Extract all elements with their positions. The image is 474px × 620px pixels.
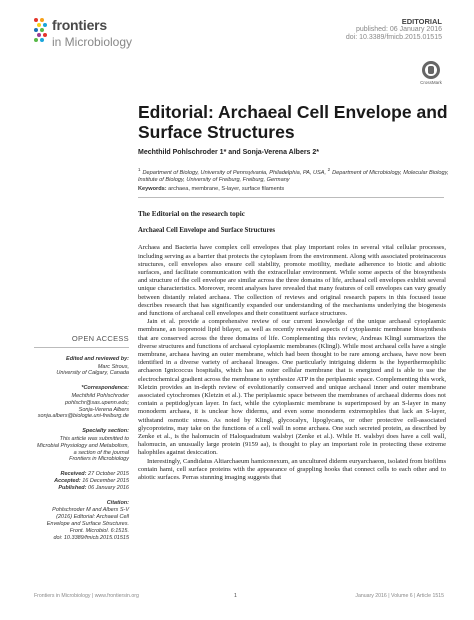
specialty-line: Frontiers in Microbiology bbox=[69, 456, 129, 463]
specialty-line: a section of the journal bbox=[73, 449, 129, 456]
correspondence-email[interactable]: pohlschr@sas.upenn.edu; bbox=[65, 399, 129, 406]
keywords-value: archaea, membrane, S-layer, surface filaments bbox=[168, 186, 285, 192]
body-paragraph: Jain et al. provide a comprehensive review of our current knowledge of the unique archaeal cytoplasmic membrane, an isoprenoid lipid bilayer, as well as recently revealed aspects of cytoplasmic membrane biosynthesis that are conserved across the three domains of life. Complementing this review, Andreas Klingl summarizes the diverse structures and functions of archaeal cytoplasmic membranes (Klingl). While most archaeal cells have a single membrane, archaea having an outer membrane, which had been thought to be rare among archaea, have now been identified in a diverse variety of archaeal lineages. One particularly intriguing diderm is the hyperthermophilic archaeon Ignicoccus hospitalis, which has an outer cellular membrane that is energized and is able to use the electrochemical gradient across the membrane to synthesize ATP in the periplasmic space. Complementing this work, Kletzin provides an in-depth review of evolutionarily conserved and unique archaeal inner and outer membrane associated cytochromes (Kletzin et al.). The periplasmic space between the membranes of archaeal diderms does not contain a peptidoglycan layer. In fact, while the cytoplasmic membrane is superimposed by an S-layer in many monoderm archaea, it is unclear how diderms, and even some monoderm extremophiles that lack an S-layer, withstand osmotic stress. As noted by Klingl, glycocalyx, lipoglycans, or other protective cell-associated glycoproteins, may take on the functions of a cell wall in some archaea. One such secreted protein, as described by Zenke et al., is the halomucin of Haloquadratum walsbyi (Zenke et al.). While H. walsbyi does have a cell wall, halomucin, an unusually large protein (9159 aa), is thought to play an important role in protecting these extreme halophiles against desiccation. bbox=[138, 318, 446, 457]
correspondence-line: Mechthild Pohlschroder bbox=[71, 392, 129, 399]
date-label: Published: bbox=[58, 484, 87, 491]
crossmark-label: CrossMark bbox=[420, 80, 442, 85]
specialty-line: This article was submitted to bbox=[59, 435, 129, 442]
correspondence-email[interactable]: sonja.albers@biologie.uni-freiburg.de bbox=[37, 413, 129, 420]
article-authors[interactable]: Mechthild Pohlschroder 1* and Sonja-Verena Albers 2* bbox=[138, 149, 320, 156]
citation-line: Pohlschroder M and Albers S-V bbox=[52, 507, 129, 514]
divider bbox=[138, 197, 444, 198]
article-sidebar bbox=[34, 336, 129, 549]
journal-section: in Microbiology bbox=[52, 35, 133, 49]
frontiers-dots-icon bbox=[34, 18, 49, 46]
date-label: Received: bbox=[60, 471, 87, 478]
date-value: 27 October 2015 bbox=[88, 471, 129, 478]
keywords-label: Keywords: bbox=[138, 186, 167, 192]
specialty-block bbox=[34, 428, 129, 463]
article-meta bbox=[346, 18, 442, 42]
date-row bbox=[34, 471, 129, 478]
article-kind: EDITORIAL bbox=[401, 17, 442, 26]
journal-logo[interactable] bbox=[34, 16, 154, 52]
citation-doi[interactable]: doi: 10.3389/fmicb.2015.01515 bbox=[53, 534, 129, 541]
citation-line: Front. Microbiol. 6:1515. bbox=[69, 527, 129, 534]
research-topic-link[interactable]: Archaeal Cell Envelope and Surface Structures bbox=[138, 227, 275, 235]
date-row bbox=[34, 485, 129, 492]
published-date: published: 06 January 2016 bbox=[355, 26, 442, 33]
edited-by-line: University of Calgary, Canada bbox=[56, 370, 129, 377]
correspondence-heading: *Correspondence: bbox=[81, 385, 129, 392]
citation-line: Envelope and Surface Structures. bbox=[46, 520, 129, 527]
doi-link[interactable]: doi: 10.3389/fmicb.2015.01515 bbox=[345, 34, 442, 41]
article-body bbox=[138, 210, 446, 482]
correspondence-block bbox=[34, 385, 129, 420]
affiliation-number: 1 bbox=[138, 167, 141, 172]
journal-name: frontiers bbox=[52, 17, 107, 33]
page-number: 1 bbox=[234, 593, 237, 599]
edited-by-block bbox=[34, 356, 129, 377]
author-affiliations bbox=[138, 166, 453, 184]
affiliation-number: 2 bbox=[327, 167, 331, 172]
citation-heading: Citation: bbox=[106, 499, 129, 506]
dates-block bbox=[34, 471, 129, 491]
footer-journal[interactable]: Frontiers in Microbiology | www.frontiersin.org bbox=[34, 593, 139, 599]
crossmark-badge[interactable] bbox=[418, 61, 444, 91]
section-title: The Editorial on the research topic bbox=[138, 210, 245, 218]
citation-block bbox=[34, 500, 129, 542]
affiliation-text: Department of Microbiology, Molecular Biology, Institute of Biology, University of Freiburg, Freiburg, Germany bbox=[138, 169, 449, 183]
date-value: 06 January 2016 bbox=[88, 484, 129, 491]
date-value: 16 December 2015 bbox=[82, 477, 129, 484]
specialty-line: Microbial Physiology and Metabolism, bbox=[36, 442, 129, 449]
date-row bbox=[34, 478, 129, 485]
crossmark-icon bbox=[422, 61, 440, 79]
date-label: Accepted: bbox=[54, 477, 81, 484]
specialty-heading: Specialty section: bbox=[82, 428, 129, 435]
footer-issue: January 2016 | Volume 6 | Article 1515 bbox=[355, 593, 444, 599]
body-paragraph: Interestingly, Candidatus Altiarchaeum hamiconexum, an uncultured diderm euryarchaeon, isolated from biofilms contain hami, cell surface proteins with the appearance of grappling hooks that connect cells to each other and to abiotic surfaces. Perras stunning imaging suggests that bbox=[138, 457, 446, 482]
citation-line: (2016) Editorial: Archaeal Cell bbox=[56, 514, 129, 521]
article-title: Editorial: Archaeal Cell Envelope and Surface Structures bbox=[138, 102, 448, 142]
edited-by-heading: Edited and reviewed by: bbox=[66, 355, 129, 362]
open-access-label: OPEN ACCESS bbox=[34, 336, 129, 348]
edited-by-line[interactable]: Marc Strous, bbox=[97, 363, 129, 370]
body-paragraph: Archaea and Bacteria have complex cell envelopes that play important roles in several vital cellular processes, including serving as a barrier that protects the cytoplasm from the environment. Along with associated proteinaceous structures, cell envelopes also ensure cell stability, promote motility, mediate adherence to biotic and abiotic surfaces, and facilitate communication with the extracellular environment. While some aspects of the biosynthesis and structure of the cell envelope are similar across the three domains of life, archaeal cell envelopes exhibit several unique characteristics. Moreover, recent analyses have revealed that many features of cell envelopes can vary greatly between distantly related archaea. The collection of reviews and original research papers in this focused issue describes research that has significantly expanded our understanding of the mechanisms underlying the biogenesis and functions of archaeal cell envelopes and their constituent surface structures. bbox=[138, 244, 446, 318]
keywords bbox=[138, 186, 284, 192]
correspondence-line: Sonja-Verena Albers bbox=[78, 406, 129, 413]
affiliation-text: Department of Biology, University of Pennsylvania, Philadelphia, PA, USA, bbox=[142, 169, 327, 176]
